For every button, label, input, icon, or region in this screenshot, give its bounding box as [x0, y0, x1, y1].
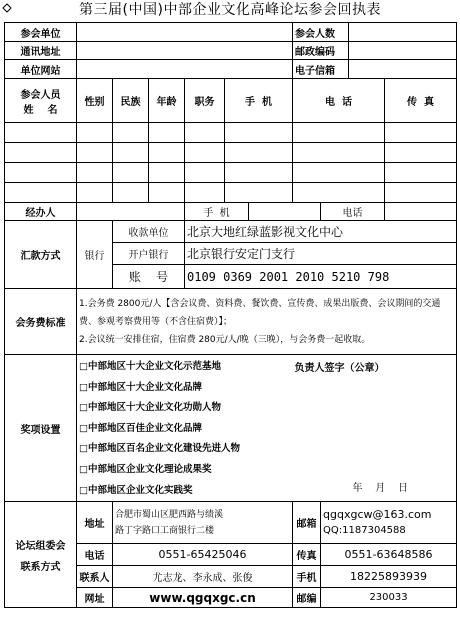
bank-name-value: 北京银行安定门支行: [185, 243, 457, 265]
attendee-cell[interactable]: [293, 143, 385, 163]
attendee-row[interactable]: [5, 163, 457, 183]
contact-address-line1: 合肥市蜀山区肥西路与绩溪: [115, 509, 224, 520]
attendee-cell[interactable]: [149, 123, 185, 143]
attendee-cell[interactable]: [385, 183, 457, 203]
attendee-cell[interactable]: [149, 163, 185, 183]
unit-field[interactable]: [77, 23, 293, 42]
attendee-name-cell[interactable]: [5, 163, 77, 183]
award-option[interactable]: □中部地区十大企业文化功勋人物: [79, 402, 221, 414]
attendee-row[interactable]: [5, 183, 457, 203]
address-field[interactable]: [77, 42, 293, 60]
contact-phone-value: 0551-65425046: [113, 544, 293, 566]
attendee-cell[interactable]: [113, 183, 149, 203]
attendee-cell[interactable]: [185, 143, 225, 163]
contact-address: [113, 502, 293, 544]
contact-zip-value: 230033: [321, 588, 457, 608]
fee-label: 会务费标准: [5, 289, 77, 355]
attendee-cell[interactable]: [113, 123, 149, 143]
attendee-cell[interactable]: [113, 163, 149, 183]
attendee-cell[interactable]: [185, 123, 225, 143]
contact-people-label: 联系人: [77, 566, 113, 588]
handler-phone-field[interactable]: [385, 203, 457, 221]
col-fax: 传 真: [385, 79, 457, 123]
col-phone: 电 话: [293, 79, 385, 123]
attendee-cell[interactable]: [225, 163, 293, 183]
contact-label-line2: 联系方式: [20, 561, 61, 573]
unit-label: 参会单位: [5, 23, 77, 42]
attendee-cell[interactable]: [225, 143, 293, 163]
award-option[interactable]: □中部地区百名企业文化建设先进人物: [79, 443, 240, 455]
remit-label: 汇款方式: [5, 221, 77, 289]
account-label: 账 号: [113, 265, 185, 289]
attendee-name-cell[interactable]: [5, 183, 77, 203]
contact-fax-value: 0551-63648586: [321, 544, 457, 566]
attendee-cell[interactable]: [77, 163, 113, 183]
email-label: 电子信箱: [293, 60, 349, 79]
form-title: 第三届(中国)中部企业文化高峰论坛参会回执表: [79, 2, 381, 18]
award-option[interactable]: □中部地区企业文化实践奖: [79, 484, 193, 496]
col-mobile: 手 机: [225, 79, 293, 123]
attendee-cell[interactable]: [385, 123, 457, 143]
handler-mobile-field[interactable]: [249, 203, 321, 221]
handler-phone-label: 电话: [321, 203, 385, 221]
attendee-cell[interactable]: [149, 183, 185, 203]
payee-label: 收款单位: [113, 221, 185, 243]
handler-mobile-label: 手 机: [185, 203, 249, 221]
signature-area[interactable]: [293, 355, 457, 502]
handler-label: 经办人: [5, 203, 77, 221]
attendee-cell[interactable]: [225, 123, 293, 143]
zip-label: 邮政编码: [293, 42, 349, 60]
attendee-row[interactable]: [5, 123, 457, 143]
attendee-cell[interactable]: [77, 123, 113, 143]
contact-mobile-value: 18225893939: [321, 566, 457, 588]
attendee-name-cell[interactable]: [5, 143, 77, 163]
col-age: 年龄: [149, 79, 185, 123]
attendee-cell[interactable]: [225, 183, 293, 203]
contact-phone-label: 电话: [77, 544, 113, 566]
award-option[interactable]: □中部地区百佳企业文化品牌: [79, 422, 202, 434]
contact-website-label: 网址: [77, 588, 113, 608]
handler-name-field[interactable]: [77, 203, 185, 221]
bank-name-label: 开户银行: [113, 243, 185, 265]
award-option[interactable]: □中部地区十大企业文化示范基地: [79, 361, 221, 372]
contact-address-label: 地址: [77, 502, 113, 544]
attendee-names-label-line1: 参会人员: [20, 89, 61, 101]
contact-mobile-label: 手机: [293, 566, 321, 588]
remit-bank-label: 银行: [77, 221, 113, 289]
contact-email: [321, 502, 457, 544]
attendee-cell[interactable]: [185, 183, 225, 203]
contact-email-value[interactable]: qgqxgcw@163.com: [323, 507, 432, 521]
contact-email-label: 邮箱: [293, 502, 321, 544]
award-option[interactable]: □中部地区企业文化理论成果奖: [79, 463, 212, 475]
contact-website-value[interactable]: www.qgqxgc.cn: [113, 588, 293, 608]
attendee-cell[interactable]: [385, 143, 457, 163]
col-ethnicity: 民族: [113, 79, 149, 123]
contact-address-line2: 路丁字路口工商银行二楼: [115, 525, 215, 536]
attendee-cell[interactable]: [293, 163, 385, 183]
attendee-cell[interactable]: [77, 183, 113, 203]
attendee-row[interactable]: [5, 143, 457, 163]
attendee-cell[interactable]: [185, 163, 225, 183]
website-label: 单位网站: [5, 60, 77, 79]
attendee-cell[interactable]: [385, 163, 457, 183]
awards-list: [77, 355, 293, 502]
attendee-name-cell[interactable]: [5, 123, 77, 143]
signature-date: 年 月 日: [352, 483, 408, 494]
col-position: 职务: [185, 79, 225, 123]
attendee-cell[interactable]: [77, 143, 113, 163]
fee-line-1: 1.会务费 2800元/人【含会议费、资料费、餐饮费、宣传费、成果出版费、会议期间的交通费、参观考察费用等（不含住宿费）】；: [79, 298, 441, 327]
attendee-names-label: [5, 79, 77, 123]
contact-people-value: 尤志龙、李永成、张俊: [113, 566, 293, 588]
contact-qq-value: QQ:1187304588: [323, 524, 406, 536]
award-option[interactable]: □中部地区十大企业文化品牌: [79, 381, 202, 393]
contact-zip-label: 邮编: [293, 588, 321, 608]
contact-fax-label: 传真: [293, 544, 321, 566]
contact-label: [5, 502, 77, 608]
website-field[interactable]: [77, 60, 293, 79]
attendee-names-label-line2: 姓 名: [23, 104, 58, 116]
attendees-field[interactable]: [349, 23, 457, 42]
col-gender: 性别: [77, 79, 113, 123]
signature-label: 负责人签字（公章）: [294, 363, 385, 374]
attendee-cell[interactable]: [293, 183, 385, 203]
attendees-label: 参会人数: [293, 23, 349, 42]
contact-label-line1: 论坛组委会: [15, 540, 66, 552]
fee-text: [77, 289, 457, 355]
address-label: 通讯地址: [5, 42, 77, 60]
account-value: 0109 0369 2001 2010 5210 798: [185, 265, 457, 289]
attendee-cell[interactable]: [293, 123, 385, 143]
attendee-cell[interactable]: [113, 143, 149, 163]
attendee-cell[interactable]: [149, 143, 185, 163]
registration-form: [4, 22, 457, 608]
awards-label: 奖项设置: [5, 355, 77, 502]
fee-line-2: 2.会议统一安排住宿，住宿费 280元/人/晚（三晚），与会务费一起收取。: [79, 334, 371, 345]
payee-value: 北京大地红绿蓝影视文化中心: [185, 221, 457, 243]
zip-field[interactable]: [349, 42, 457, 60]
email-field[interactable]: [349, 60, 457, 79]
